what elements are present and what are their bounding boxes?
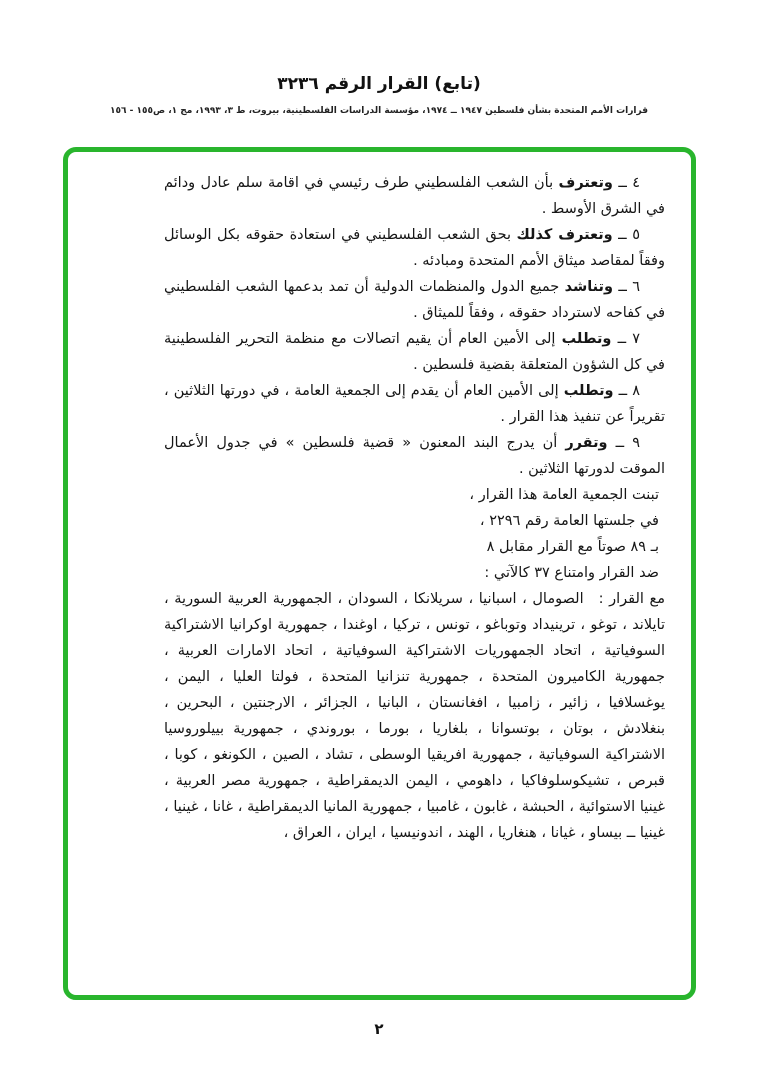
resolution-clause: ٧ ــ وتطلب إلى الأمين العام أن يقيم اتصالات مع منظمة التحرير الفلسطينية في كل الشؤون المتعلقة بقضية فلسطين .	[164, 331, 665, 373]
page-header	[0, 74, 758, 116]
clauses-list	[164, 170, 665, 482]
source-citation: قرارات الأمم المتحدة بشأن فلسطين ١٩٤٧ ــ ١٩٧٤، مؤسسة الدراسات الفلسطينية، بيروت، ط ٣، ١٩٩٣، مج ١، ص١٥٥ - ١٥٦	[110, 106, 648, 116]
adoption-line: تبنت الجمعية العامة هذا القرار ،	[469, 487, 659, 503]
resolution-clause: ٨ ــ وتطلب إلى الأمين العام أن يقدم إلى الجمعية العامة ، في دورتها الثلاثين ، تقريراً عن تنفيذ هذا القرار .	[164, 383, 665, 425]
adoption-line: في جلستها العامة رقم ٢٢٩٦ ،	[479, 513, 659, 529]
resolution-clause: ٤ ــ وتعترف بأن الشعب الفلسطيني طرف رئيسي في اقامة سلم عادل ودائم في الشرق الأوسط .	[164, 175, 665, 217]
vote-for-label: مع القرار :	[598, 591, 665, 607]
clause-lead-word: وتقرر	[565, 435, 608, 451]
adoption-line: ضد القرار وامتناع ٣٧ كالآتي :	[484, 565, 659, 581]
resolution-title: (تابع) القرار الرقم ٣٢٣٦	[277, 74, 481, 94]
adoption-statement	[164, 482, 665, 586]
clause-lead-word: وتطلب	[561, 331, 612, 347]
clause-lead-word: وتعترف كذلك	[516, 227, 613, 243]
clause-lead-word: وتطلب	[563, 383, 614, 399]
vote-for-paragraph	[164, 586, 665, 846]
clause-lead-word: وتناشد	[564, 279, 614, 295]
adoption-line: بـ ٨٩ صوتاً مع القرار مقابل ٨	[486, 539, 659, 555]
green-border-frame	[63, 147, 696, 1000]
page-number: ٢	[374, 1020, 384, 1038]
clause-lead-word: وتعترف	[558, 175, 613, 191]
vote-for-countries: الصومال ، اسبانيا ، سريلانكا ، السودان ، الجمهورية العربية السورية ، تايلاند ، توغو ، ترينيداد وتوباغو ، تونس ، تركيا ، اوغندا ، جمهورية اوكرانيا الاشتراكية السوفياتية ، اتحاد الجمهوريات الاشتراكية السوفياتية ، اتحاد الامارات العربية ، جمهورية الكاميرون المتحدة ، جمهورية تنزانيا المتحدة ، فولتا العليا ، اليمن ، يوغسلافيا ، زائير ، زامبيا ، افغانستان ، البانيا ، الجزائر ، الارجنتين ، البحرين ، بنغلادش ، بوتان ، بوتسوانا ، بلغاريا ، بورما ، بوروندي ، جمهورية بييلوروسيا الاشتراكية السوفياتية ، جمهورية افريقيا الوسطى ، تشاد ، الصين ، الكونغو ، كوبا ، قبرص ، تشيكوسلوفاكيا ، داهومي ، اليمن الديمقراطية ، جمهورية مصر العربية ، غينيا الاستوائية ، الحبشة ، غابون ، غامبيا ، جمهورية المانيا الديمقراطية ، غانا ، غينيا ، غينيا ــ بيساو ، غيانا ، هنغاريا ، الهند ، اندونيسيا ، ايران ، العراق ،	[164, 591, 665, 841]
resolution-clause: ٦ ــ وتناشد جميع الدول والمنظمات الدولية أن تمد بدعمها الشعب الفلسطيني في كفاحه لاسترداد حقوقه ، وفقاً للميثاق .	[164, 279, 665, 321]
resolution-clause: ٩ ــ وتقرر أن يدرج البند المعنون « قضية فلسطين » في جدول الأعمال الموقت لدورتها الثلاثين .	[164, 435, 665, 477]
resolution-clause: ٥ ــ وتعترف كذلك بحق الشعب الفلسطيني في استعادة حقوقه بكل الوسائل وفقاً لمقاصد ميثاق الأمم المتحدة ومبادئه .	[164, 227, 665, 269]
